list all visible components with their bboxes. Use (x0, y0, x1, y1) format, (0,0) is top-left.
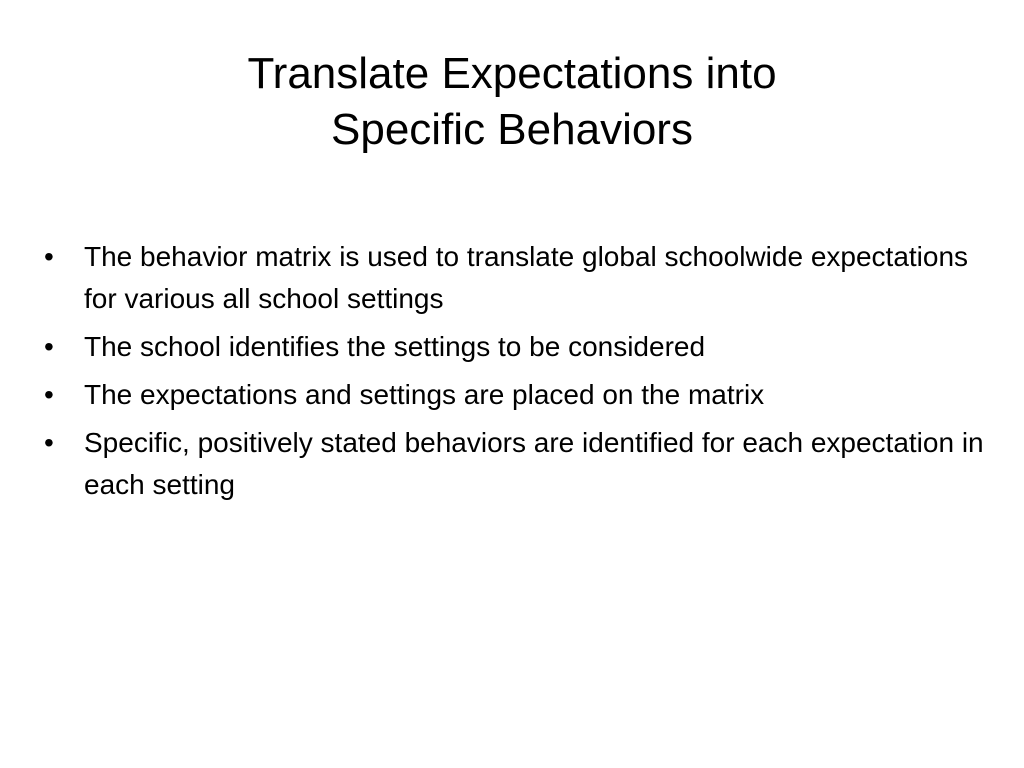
slide-title-line-1: Translate Expectations into (247, 49, 777, 98)
bullet-item (44, 236, 984, 320)
slide-title-line-2: Specific Behaviors (331, 105, 693, 154)
bullet-text: The school identifies the settings to be considered (84, 331, 706, 362)
bullet-text: The behavior matrix is used to translate global schoolwide expectations for various all school settings (84, 241, 969, 314)
bullet-marker: • (44, 427, 54, 458)
bullet-text: Specific, positively stated behaviors are identified for each expectation in each setting (84, 427, 984, 500)
bullet-marker: • (44, 331, 54, 362)
bullet-item (44, 422, 984, 506)
bullet-text: The expectations and settings are placed on the matrix (84, 379, 765, 410)
bullet-item (44, 374, 984, 416)
slide-title (0, 46, 1024, 158)
bullet-marker: • (44, 241, 54, 272)
bullet-item (44, 326, 984, 368)
bullet-list (44, 236, 984, 512)
bullet-marker: • (44, 379, 54, 410)
